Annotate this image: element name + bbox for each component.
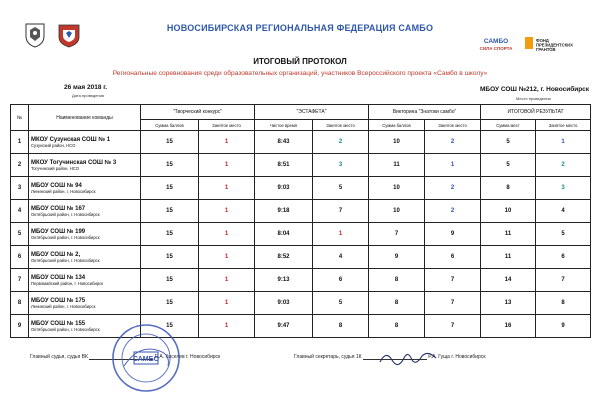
creative-sum: 15: [141, 200, 199, 223]
svg-text:СИЛА СПОРТА: СИЛА СПОРТА: [479, 46, 513, 51]
total-place: 8: [536, 292, 591, 315]
table-row: [11, 269, 591, 292]
chief-judge-label: Главный судья, судья ВК: [30, 354, 88, 360]
quiz-place: 9: [425, 223, 481, 246]
quiz-sum: 8: [369, 269, 425, 292]
header-team: Наименование команды: [29, 105, 141, 131]
header-relay: "ЭСТАФЕТА": [255, 105, 369, 120]
total-place: 7: [536, 269, 591, 292]
school-name: МБОУ СОШ № 175: [31, 297, 86, 304]
relay-place: 3: [313, 154, 369, 177]
quiz-place: 7: [425, 269, 481, 292]
event-venue: МБОУ СОШ №212, г. Новосибирск: [480, 86, 590, 93]
school-name: МБОУ СОШ № 199: [31, 228, 86, 235]
school-name: МКОУ Сузунская СОШ № 1: [31, 136, 111, 143]
sambo-logo-icon: [472, 34, 520, 54]
protocol-title: ИТОГОВЫЙ ПРОТОКОЛ: [253, 57, 347, 66]
total-place: 9: [536, 315, 591, 338]
total-place: 2: [536, 154, 591, 177]
creative-place: 1: [199, 131, 255, 154]
subheader-quiz-sum: Сумма баллов: [369, 120, 425, 131]
quiz-place: 7: [425, 292, 481, 315]
header-number: №: [11, 105, 29, 131]
relay-place: 5: [313, 292, 369, 315]
quiz-place: 2: [425, 200, 481, 223]
relay-time: 8:52: [255, 246, 313, 269]
table-header-row: [11, 105, 591, 120]
quiz-sum: 9: [369, 246, 425, 269]
row-number: 7: [11, 269, 29, 292]
creative-place: 1: [199, 269, 255, 292]
team-cell: [29, 292, 141, 315]
total-sum: 14: [481, 269, 536, 292]
creative-place: 1: [199, 223, 255, 246]
table-row: [11, 315, 591, 338]
relay-place: 5: [313, 177, 369, 200]
school-district: Октябрьский район, г. Новосибирск: [31, 211, 100, 217]
school-name: МБОУ СОШ № 134: [31, 274, 86, 281]
svg-text:ГРАНТОВ: ГРАНТОВ: [536, 47, 556, 52]
federation-stamp-icon: [110, 322, 182, 394]
total-sum: 5: [481, 131, 536, 154]
row-number: 4: [11, 200, 29, 223]
total-place: 6: [536, 246, 591, 269]
school-district: Октябрьский район, г. Новосибирск: [31, 257, 100, 263]
row-number: 1: [11, 131, 29, 154]
relay-time: 9:03: [255, 292, 313, 315]
total-sum: 13: [481, 292, 536, 315]
creative-sum: 15: [141, 131, 199, 154]
relay-time: 9:47: [255, 315, 313, 338]
team-cell: [29, 246, 141, 269]
chief-secretary-label: Главный секретарь, судья 1К: [294, 354, 362, 360]
creative-place: 1: [199, 246, 255, 269]
total-sum: 5: [481, 154, 536, 177]
relay-time: 8:51: [255, 154, 313, 177]
creative-place: 1: [199, 315, 255, 338]
header-quiz: Викторина "Знатоки самбо": [369, 105, 481, 120]
relay-time: 9:13: [255, 269, 313, 292]
creative-place: 1: [199, 154, 255, 177]
relay-time: 8:04: [255, 223, 313, 246]
quiz-place: 2: [425, 131, 481, 154]
header-creative: "Творческий конкурс": [141, 105, 255, 120]
relay-time: 8:43: [255, 131, 313, 154]
school-name: МБОУ СОШ № 167: [31, 205, 86, 212]
event-date: 26 мая 2018 г.: [64, 84, 108, 91]
relay-place: 2: [313, 131, 369, 154]
school-district: Октябрьский район, г. Новосибирск: [31, 234, 100, 240]
school-name: МКОУ Тогучинская СОШ № 3: [31, 159, 117, 166]
school-name: МБОУ СОШ № 155: [31, 320, 86, 327]
team-cell: [29, 200, 141, 223]
school-name: МБОУ СОШ № 94: [31, 182, 82, 189]
relay-place: 7: [313, 200, 369, 223]
relay-place: 1: [313, 223, 369, 246]
total-place: 4: [536, 200, 591, 223]
relay-place: 8: [313, 315, 369, 338]
total-place: 3: [536, 177, 591, 200]
row-number: 8: [11, 292, 29, 315]
team-cell: [29, 154, 141, 177]
total-sum: 11: [481, 223, 536, 246]
event-subtitle: Региональные соревнования среди образовательных организаций, участников Всероссийского проекта «Самбо в школу»: [112, 70, 488, 77]
event-date-caption: Дата проведения: [72, 93, 104, 98]
school-name: МБОУ СОШ № 2,: [31, 251, 81, 258]
creative-place: 1: [199, 200, 255, 223]
school-district: Ленинский район, г. Новосибирск: [31, 188, 96, 194]
team-cell: [29, 131, 141, 154]
creative-place: 1: [199, 177, 255, 200]
relay-place: 6: [313, 269, 369, 292]
team-cell: [29, 269, 141, 292]
subheader-quiz-place: Занятое место: [425, 120, 481, 131]
creative-place: 1: [199, 292, 255, 315]
quiz-sum: 8: [369, 292, 425, 315]
team-cell: [29, 177, 141, 200]
quiz-sum: 11: [369, 154, 425, 177]
total-sum: 16: [481, 315, 536, 338]
creative-sum: 15: [141, 269, 199, 292]
quiz-place: 2: [425, 177, 481, 200]
total-place: 5: [536, 223, 591, 246]
subheader-creative-sum: Сумма баллов: [141, 120, 199, 131]
subheader-total-sum: Сумма мест: [481, 120, 536, 131]
quiz-place: 1: [425, 154, 481, 177]
subheader-creative-place: Занятое место: [199, 120, 255, 131]
total-sum: 11: [481, 246, 536, 269]
svg-text:ФОНД: ФОНД: [536, 38, 549, 43]
creative-sum: 15: [141, 292, 199, 315]
relay-place: 4: [313, 246, 369, 269]
quiz-sum: 10: [369, 177, 425, 200]
row-number: 3: [11, 177, 29, 200]
quiz-sum: 8: [369, 315, 425, 338]
school-district: Сузунский район, НСО: [31, 142, 76, 148]
subheader-relay-time: Чистое время: [255, 120, 313, 131]
svg-text:ПРЕЗИДЕНТСКИХ: ПРЕЗИДЕНТСКИХ: [536, 42, 573, 48]
quiz-place: 6: [425, 246, 481, 269]
table-row: [11, 223, 591, 246]
subheader-total-place: Занятое место: [536, 120, 591, 131]
creative-sum: 15: [141, 246, 199, 269]
total-place: 1: [536, 131, 591, 154]
total-sum: 8: [481, 177, 536, 200]
stamp-text: САМБО: [132, 356, 160, 363]
presidential-grants-logo-icon: [524, 34, 578, 54]
school-district: Тогучинский район, НСО: [31, 165, 79, 171]
table-row: [11, 154, 591, 177]
subheader-relay-place: Занятое место: [313, 120, 369, 131]
results-table: [10, 104, 591, 338]
event-venue-caption: Место проведения: [516, 96, 551, 101]
table-row: [11, 200, 591, 223]
svg-text:САМБО: САМБО: [483, 38, 509, 45]
table-row: [11, 131, 591, 154]
creative-sum: 15: [141, 154, 199, 177]
quiz-sum: 10: [369, 131, 425, 154]
school-district: Ленинский район, г. Новосибирск: [31, 303, 96, 309]
header-total: ИТОГОВОЙ РЕЗУЛЬТАТ: [481, 105, 591, 120]
school-district: Октябрьский район, г. Новосибирск: [31, 326, 100, 332]
team-cell: [29, 223, 141, 246]
table-row: [11, 177, 591, 200]
creative-sum: 15: [141, 315, 199, 338]
total-sum: 10: [481, 200, 536, 223]
creative-sum: 15: [141, 177, 199, 200]
quiz-sum: 7: [369, 223, 425, 246]
relay-time: 9:18: [255, 200, 313, 223]
table-row: [11, 246, 591, 269]
school-district: Первомайский район, г. Новосибирск: [31, 280, 104, 286]
row-number: 9: [11, 315, 29, 338]
relay-time: 9:03: [255, 177, 313, 200]
federation-title: НОВОСИБИРСКАЯ РЕГИОНАЛЬНАЯ ФЕДЕРАЦИЯ САМБО: [166, 23, 434, 33]
table-row: [11, 292, 591, 315]
chief-judge-name: Е.А. Киселев г. Новосибирск: [154, 354, 221, 360]
row-number: 2: [11, 154, 29, 177]
chief-secretary-name: Р.А. Гуща г. Новосибирск: [428, 354, 486, 360]
handwritten-signature-icon: [378, 346, 438, 368]
quiz-place: 7: [425, 315, 481, 338]
row-number: 6: [11, 246, 29, 269]
creative-sum: 15: [141, 223, 199, 246]
row-number: 5: [11, 223, 29, 246]
quiz-sum: 10: [369, 200, 425, 223]
